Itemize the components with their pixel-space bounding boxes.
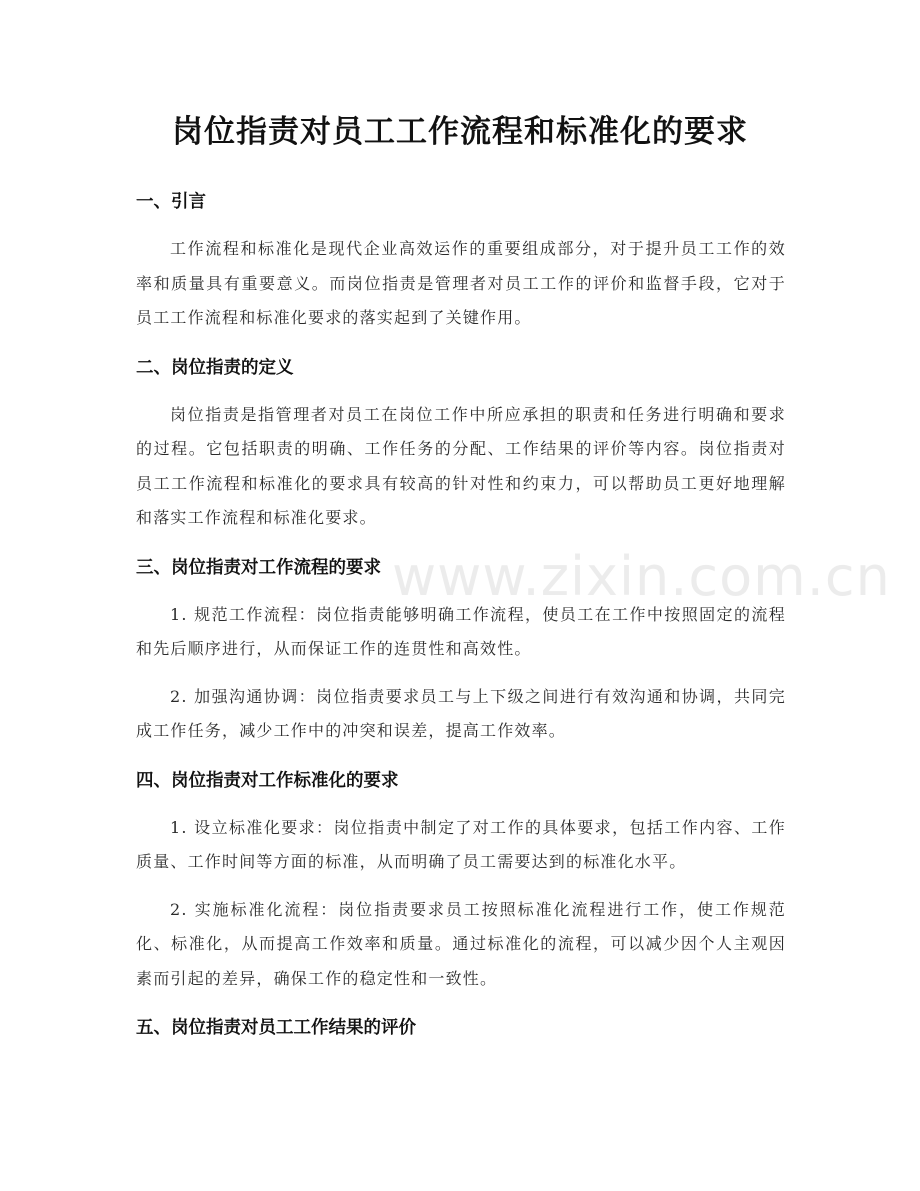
paragraph: 岗位指责是指管理者对员工在岗位工作中所应承担的职责和任务进行明确和要求的过程。它包括职责的明确、工作任务的分配、工作结果的评价等内容。岗位指责对员工工作流程和标准化的要求具有较高的针对性和约束力，可以帮助员工更好地理解和落实工作流程和标准化要求。 xyxy=(136,404,786,527)
section-introduction xyxy=(136,184,786,336)
section-workflow-requirements xyxy=(136,550,786,749)
section-definition xyxy=(136,350,786,536)
section-result-evaluation xyxy=(136,1010,786,1046)
paragraph: 工作流程和标准化是现代企业高效运作的重要组成部分，对于提升员工工作的效率和质量具有重要意义。而岗位指责是管理者对员工工作的评价和监督手段，它对于员工工作流程和标准化要求的落实起到了关键作用。 xyxy=(136,239,786,327)
section-heading: 五、岗位指责对员工工作结果的评价 xyxy=(136,1018,416,1038)
watermark: www.zixin.com.cn xyxy=(392,545,891,608)
list-item-paragraph: 2. 加强沟通协调：岗位指责要求员工与上下级之间进行有效沟通和协调，共同完成工作任务，减少工作中的冲突和误差，提高工作效率。 xyxy=(136,686,786,740)
list-item-paragraph: 1. 规范工作流程：岗位指责能够明确工作流程，使员工在工作中按照固定的流程和先后顺序进行，从而保证工作的连贯性和高效性。 xyxy=(136,604,786,658)
list-item-paragraph: 2. 实施标准化流程：岗位指责要求员工按照标准化流程进行工作，使工作规范化、标准化，从而提高工作效率和质量。通过标准化的流程，可以减少因个人主观因素而引起的差异，确保工作的稳定性和一致性。 xyxy=(136,899,786,988)
page-title: 岗位指责对员工工作流程和标准化的要求 xyxy=(172,114,748,150)
section-heading: 一、引言 xyxy=(136,192,206,212)
document-body xyxy=(136,184,786,1058)
section-standardization-requirements xyxy=(136,763,786,997)
section-heading: 二、岗位指责的定义 xyxy=(136,357,294,378)
list-item-paragraph: 1. 设立标准化要求：岗位指责中制定了对工作的具体要求，包括工作内容、工作质量、工作时间等方面的标准，从而明确了员工需要达到的标准化水平。 xyxy=(136,817,786,871)
section-heading: 三、岗位指责对工作流程的要求 xyxy=(136,557,381,578)
section-heading: 四、岗位指责对工作标准化的要求 xyxy=(136,770,399,791)
